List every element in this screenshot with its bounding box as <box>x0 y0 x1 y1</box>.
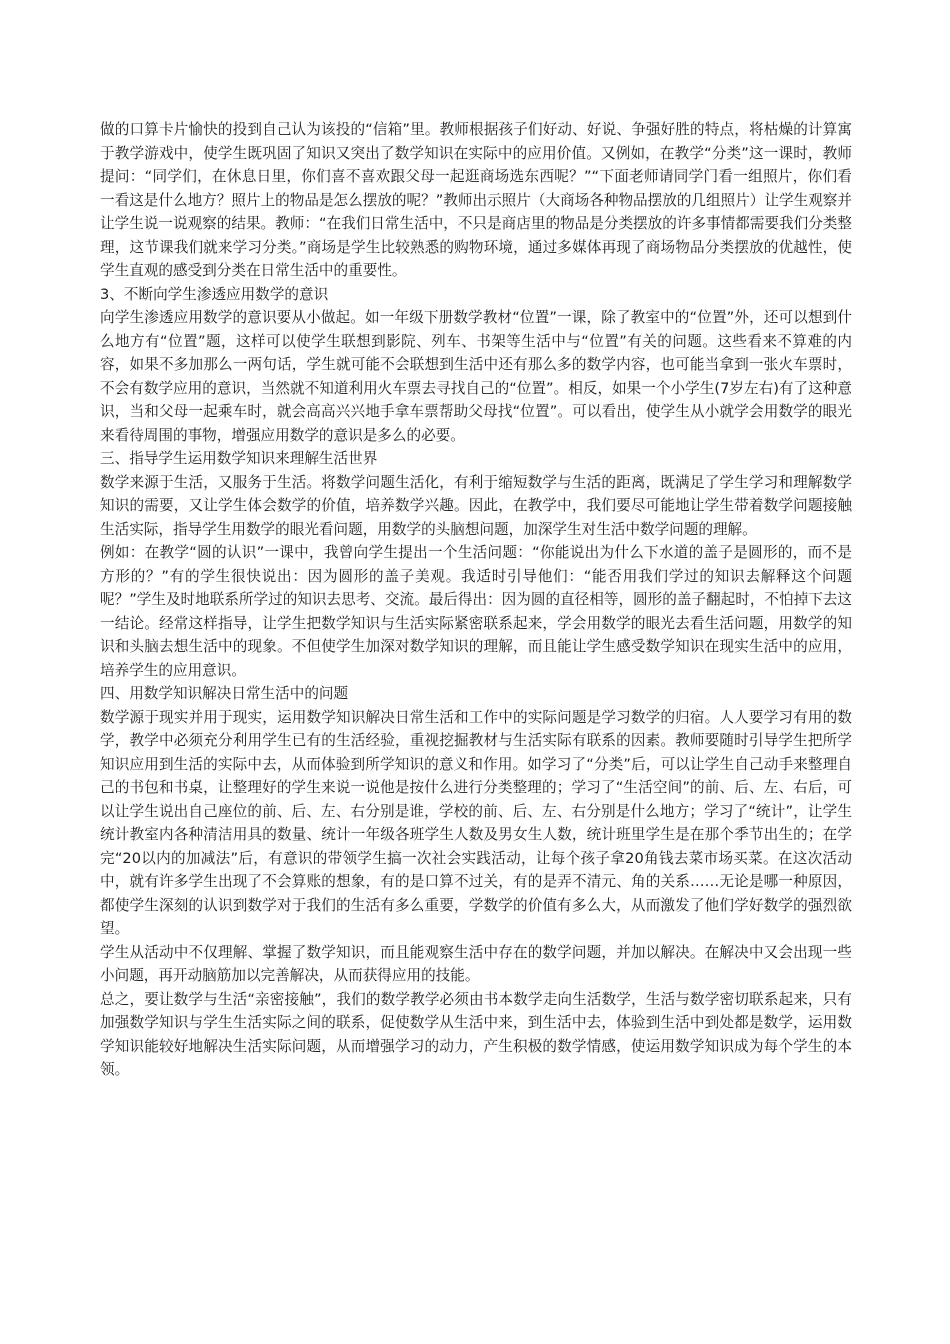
paragraph-math-from-life: 数学来源于生活，又服务于生活。将数学问题生活化，有利于缩短数学与生活的距离，既满足了学生学习和理解数学知识的需要，又让学生体会数学的价值，培养数学兴趣。因此，在教学中，我们要尽可能地让学生带着数学问题接触生活实际，指导学生用数学的眼光看问题，用数学的头脑想问题，加深学生对生活中数学问题的理解。 <box>100 473 852 538</box>
paragraph-shopping-classification: 做的口算卡片愉快的投到自己认为该投的“信箱”里。教师根据孩子们好动、好说、争强好胜的特点，将枯燥的计算寓于教学游戏中，使学生既巩固了知识又突出了数学知识在实际中的应用价值。又例如，在教学“分类”这一课时，教师提问：“同学们，在休息日里，你们喜不喜欢跟父母一起逛商场选东西呢？”“下面老师请同学门看一组照片，你们看一看这是什么地方？照片上的物品是怎么摆放的呢？”教师出示照片（大商场各种物品摆放的几组照片）让学生观察并让学生说一说观察的结果。教师：“在我们日常生活中，不只是商店里的物品是分类摆放的许多事情都需要我们分类整理，这节课我们就来学习分类。”商场是学生比较熟悉的购物环境，通过多媒体再现了商场物品分类摆放的优越性，使学生直观的感受到分类在日常生活中的重要性。 <box>100 121 852 279</box>
paragraph-circle-lesson: 例如：在教学“圆的认识”一课中，我曾向学生提出一个生活问题：“你能说出为什么下水道的盖子是圆形的，而不是方形的？”有的学生很快说出：因为圆形的盖子美观。我适时引导他们：“能否用我们学过的知识去解释这个问题呢？”学生及时地联系所学过的知识去思考、交流。最后得出：因为圆的直径相等，圆形的盖子翻起时，不怕掉下去这一结论。经常这样指导，让学生把数学知识与生活实际紧密联系起来，学会用数学的眼光去看生活问题，用数学的知识和头脑去想生活中的现象。不但使学生加深对数学知识的理解，而且能让学生感受数学知识在现实生活中的应用，培养学生的应用意识。 <box>100 544 852 679</box>
paragraph-conclusion: 总之，要让数学与生活“亲密接触”，我们的数学教学必须由书本数学走向生活数学，生活与数学密切联系起来，只有加强数学知识与学生生活实际之间的联系，促使数学从生活中来，到生活中去，体验到生活中到处都是数学，运用数学知识能较好地解决生活实际问题，从而增强学习的动力，产生积极的数学情感，使运用数学知识成为每个学生的本领。 <box>100 990 852 1078</box>
heading-application-awareness: 3、不断向学生渗透应用数学的意识 <box>100 285 329 303</box>
paragraph-position-lesson: 向学生渗透应用数学的意识要从小做起。如一年级下册数学教材“位置”一课，除了教室中的“位置”外，还可以想到什么地方有“位置”题，这样可以使学生联想到影院、列车、书架等生活中与“位置”有关的问题。这些看来不算难的内容，如果不多加那么一两句话，学生就可能不会联想到生活中还有那么多的数学内容，也可能当拿到一张火车票时，不会有数学应用的意识，当然就不知道利用火车票去寻找自己的“位置”。相反，如果一个小学生(7岁左右)有了这种意识，当和父母一起乘车时，就会高高兴兴地手拿车票帮助父母找“位置”。可以看出，使学生从小就学会用数学的眼光来看待周围的事物，增强应用数学的意识是多么的必要。 <box>100 309 852 444</box>
document-page <box>100 118 852 1082</box>
heading-section-four: 四、用数学知识解决日常生活中的问题 <box>100 685 349 702</box>
paragraph-solve-daily-problems: 数学源于现实并用于现实，运用数学知识解决日常生活和工作中的实际问题是学习数学的归宿。人人要学习有用的数学，教学中必须充分利用学生已有的生活经验，重视挖掘教材与生活实际有联系的因素。教师要随时引导学生把所学知识应用到生活的实际中去，从而体验到所学知识的意义和作用。如学习了“分类”后，可以让学生自己动手来整理自己的书包和书桌，让整理好的学生来说一说他是按什么进行分类整理的；学习了“生活空间”的前、后、左、右后，可以让学生说出自己座位的前、后、左、右分别是谁，学校的前、后、左、右分别是什么地方；学习了“统计”，让学生统计教室内各种清洁用具的数量、统计一年级各班学生人数及男女生人数，统计班里学生是在那个季节出生的；在学完“20以内的加减法”后，有意识的带领学生搞一次社会实践活动，让每个孩子拿20角钱去菜市场买菜。在这次活动中，就有许多学生出现了不会算账的想象，有的是口算不过关，有的是弄不清元、角的关系……无论是哪一种原因，都使学生深刻的认识到数学对于我们的生活有多么重要，学数学的价值有多么大，从而激发了他们学好数学的强烈欲望。 <box>100 708 852 937</box>
heading-section-three: 三、指导学生运用数学知识来理解生活世界 <box>100 450 378 467</box>
paragraph-activity-learning: 学生从活动中不仅理解、掌握了数学知识，而且能观察生活中存在的数学问题，并加以解决。在解决中又会出现一些小问题，再开动脑筋加以完善解决，从而获得应用的技能。 <box>100 943 852 984</box>
